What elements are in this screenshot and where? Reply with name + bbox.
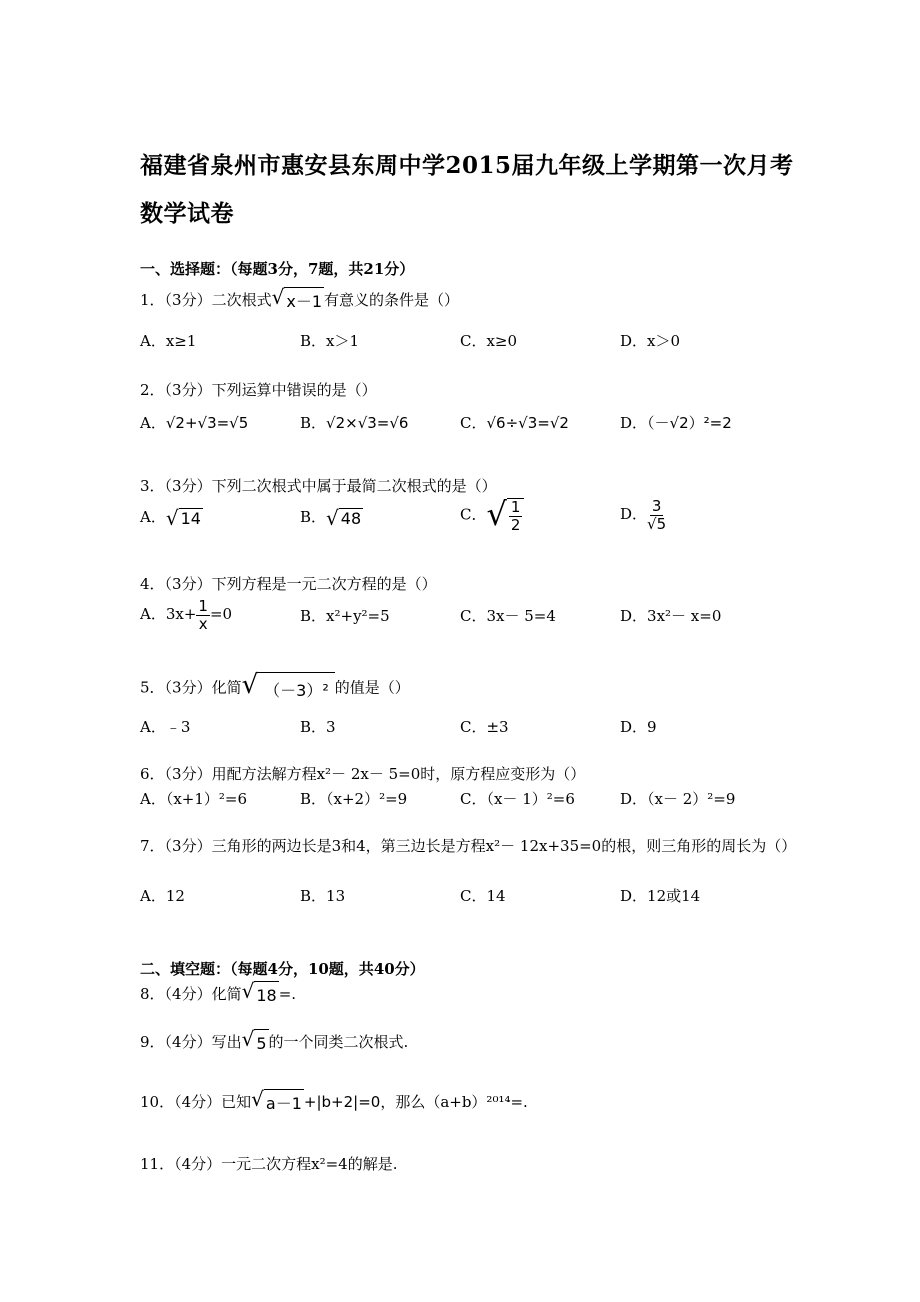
question-10: 10．（4分）已知 √ a－1 +|b+2|=0，那么（a+b）²⁰¹⁴=.: [140, 1088, 790, 1118]
q6-option-c: C．（x－ 1）²=6: [460, 790, 575, 808]
q1-radical: √ x－1: [272, 287, 324, 316]
q3-option-c: C． √ $\frac{1}{2}$: [460, 498, 524, 533]
q3-option-b: B． √ 48: [300, 506, 362, 530]
q4-option-c: C．3x－ 5=4: [460, 607, 556, 625]
q2-option-d: D．（－√2）²=2: [620, 414, 732, 432]
q1-stem: 1．（3分）二次根式: [140, 291, 272, 309]
question-9: 9．（4分）写出 √ 5 的一个同类二次根式.: [140, 1028, 790, 1058]
q7-option-a: A．12: [140, 887, 185, 905]
question-3: 3．（3分）下列二次根式中属于最简二次根式的是（）: [140, 477, 497, 495]
q6-option-b: B．（x+2）²=9: [300, 790, 408, 808]
question-1: [140, 286, 790, 316]
q5-option-d: D．9: [620, 718, 657, 736]
q6-option-a: A．（x+1）²=6: [140, 790, 248, 808]
title-line-1: 福建省泉州市惠安县东周中学2015届九年级上学期第一次月考: [140, 152, 794, 179]
q6-option-d: D．（x－ 2）²=9: [620, 790, 736, 808]
q7-option-b: B．13: [300, 887, 346, 905]
q4-option-b: B．x²+y²=5: [300, 607, 390, 625]
question-7: 7．（3分）三角形的两边长是3和4，第三边长是方程x²－ 12x+35=0的根，则三角形的周长为（）: [140, 837, 797, 855]
q5-option-b: B．3: [300, 718, 336, 736]
q2-option-a: A．√2+√3=√5: [140, 414, 249, 432]
question-6: 6．（3分）用配方法解方程x²－ 2x－ 5=0时，原方程应变形为（）: [140, 765, 586, 783]
question-5: 5．（3分）化简 √ （－3）² 的值是（）: [140, 672, 790, 705]
title-line-2: 数学试卷: [140, 200, 234, 227]
q1-option-d: D．x＞0: [620, 332, 681, 350]
question-4: 4．（3分）下列方程是一元二次方程的是（）: [140, 575, 437, 593]
q3-option-d: D． $\frac{3}{√5}$: [620, 497, 667, 533]
q1-option-c: C．x≥0: [460, 332, 518, 350]
q4-option-d: D．3x²－ x=0: [620, 607, 722, 625]
question-8: 8．（4分）化简 √ 18 =.: [140, 980, 790, 1010]
q2-option-c: C．√6÷√3=√2: [460, 414, 569, 432]
q1-stem-end: 有意义的条件是（）: [324, 291, 460, 309]
q7-option-d: D．12或14: [620, 887, 701, 905]
q4-option-a: A．3x+ $\frac{1}{x}$ =0: [140, 597, 233, 633]
q3-option-a: A． √ 14: [140, 506, 201, 530]
section-choice-heading: 一、选择题：（每题3分，7题，共21分）: [140, 260, 415, 278]
q1-option-b: B．x＞1: [300, 332, 360, 350]
q2-option-b: B．√2×√3=√6: [300, 414, 409, 432]
q5-option-c: C．±3: [460, 718, 509, 736]
q7-option-c: C．14: [460, 887, 506, 905]
section-fill-heading: 二、填空题：（每题4分，10题，共40分）: [140, 960, 425, 978]
q5-option-a: A．﹣3: [140, 718, 191, 736]
question-2: 2．（3分）下列运算中错误的是（）: [140, 381, 377, 399]
q1-option-a: A．x≥1: [140, 332, 197, 350]
question-11: 11．（4分）一元二次方程x²=4的解是.: [140, 1155, 398, 1173]
